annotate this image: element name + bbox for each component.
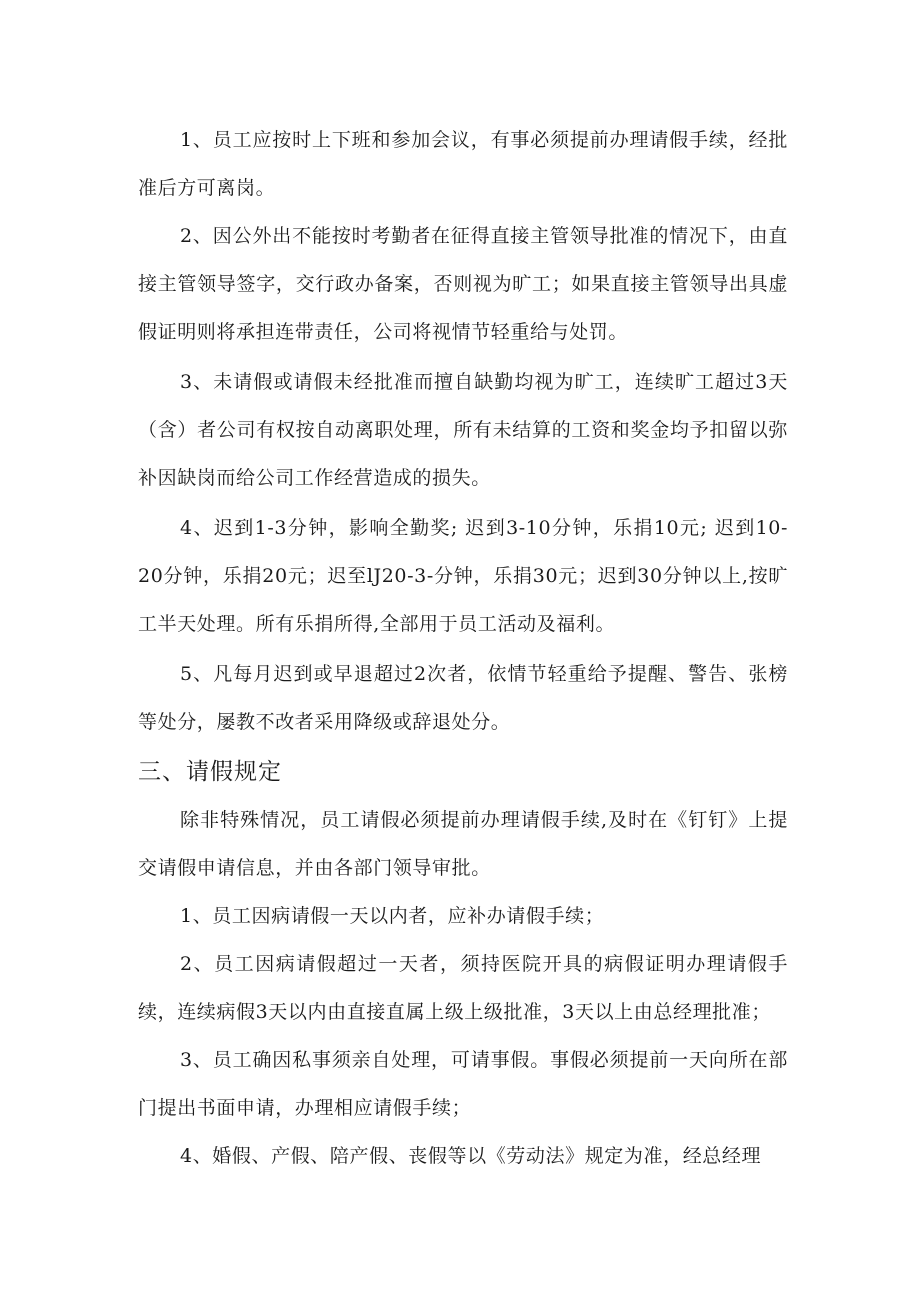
leave-intro: 除非特殊情况，员工请假必须提前办理请假手续,及时在《钉钉》上提交请假申请信息，并由各部门领导审批。 [138,809,788,879]
leave-item-4: 4、婚假、产假、陪产假、丧假等以《劳动法》规定为准，经总经理 [180,1145,762,1167]
rule-item-5: 5、凡每月迟到或早退超过2次者，依情节轻重给予提醒、警告、张榜等处分，屡教不改者采用降级或辞退处分。 [138,663,788,733]
rule-item-1: 1、员工应按时上下班和参加会议，有事必须提前办理请假手续，经批准后方可离岗。 [138,129,788,199]
leave-item-2: 2、员工因病请假超过一天者，须持医院开具的病假证明办理请假手续，连续病假3天以内由直接直属上级上级批准，3天以上由总经理批准； [138,953,788,1023]
rule-item-4: 4、迟到1-3分钟，影响全勤奖; 迟到3-10分钟，乐捐10元; 迟到10-20分钟，乐捐20元；迟至lJ20-3-分钟，乐捐30元；迟到30分钟以上,按旷工半天处理。所有乐捐所得,全部用于员工活动及福利。 [138,517,788,635]
section-heading-leave-rules: 三、请假规定 [138,759,282,785]
rule-item-2: 2、因公外出不能按时考勤者在征得直接主管领导批准的情况下，由直接主管领导签字，交行政办备案，否则视为旷工；如果直接主管领导出具虚假证明则将承担连带责任，公司将视情节轻重给与处罚。 [138,225,788,343]
rule-item-3: 3、未请假或请假未经批准而擅自缺勤均视为旷工，连续旷工超过3天（含）者公司有权按自动离职处理，所有未结算的工资和奖金均予扣留以弥补因缺岗而给公司工作经营造成的损失。 [138,371,788,489]
leave-item-3: 3、员工确因私事须亲自处理，可请事假。事假必须提前一天向所在部门提出书面申请，办理相应请假手续； [138,1049,788,1119]
leave-item-1: 1、员工因病请假一天以内者，应补办请假手续； [180,905,605,927]
